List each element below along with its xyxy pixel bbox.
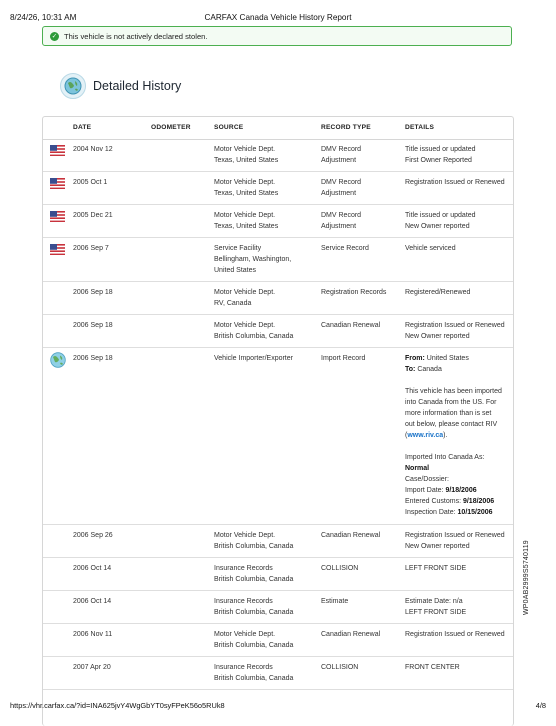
detailed-history-table bbox=[42, 116, 514, 726]
import-note-line: out below, please contact RIV bbox=[405, 421, 498, 428]
details-line: Title issued or updated bbox=[405, 212, 476, 219]
row-details bbox=[405, 210, 511, 232]
source-line: RV, Canada bbox=[214, 300, 252, 307]
row-record-type bbox=[321, 596, 399, 607]
print-datetime: 8/24/26, 10:31 AM bbox=[10, 13, 77, 22]
source-line: British Columbia, Canada bbox=[214, 642, 294, 649]
riv-link[interactable]: www.riv.ca bbox=[407, 432, 444, 439]
table-row bbox=[43, 139, 513, 172]
us-flag-icon bbox=[50, 178, 65, 189]
print-title: CARFAX Canada Vehicle History Report bbox=[204, 13, 352, 22]
record-type-line: DMV Record bbox=[321, 146, 362, 153]
details-line: FRONT CENTER bbox=[405, 664, 460, 671]
table-row bbox=[43, 205, 513, 238]
record-type-line: Canadian Renewal bbox=[321, 532, 381, 539]
table-row bbox=[43, 657, 513, 690]
imported-as-label: Imported Into Canada As: bbox=[405, 454, 485, 461]
table-row bbox=[43, 591, 513, 624]
from-value: United States bbox=[424, 355, 469, 362]
record-type-line: DMV Record bbox=[321, 212, 362, 219]
imported-as-value: Normal bbox=[405, 465, 430, 472]
inspection-date-value: 10/15/2006 bbox=[457, 509, 493, 516]
row-source bbox=[214, 662, 314, 684]
row-details bbox=[405, 320, 511, 342]
record-type-line: Canadian Renewal bbox=[321, 322, 381, 329]
row-details bbox=[405, 530, 511, 552]
row-date: 2007 Apr 20 bbox=[73, 664, 111, 671]
row-details bbox=[405, 177, 511, 188]
print-header bbox=[10, 13, 546, 25]
row-date: 2005 Dec 21 bbox=[73, 212, 113, 219]
details-line: Registered/Renewed bbox=[405, 289, 471, 296]
details-line: Vehicle serviced bbox=[405, 245, 456, 252]
link-open: ( bbox=[405, 432, 408, 439]
row-details bbox=[405, 287, 511, 298]
row-record-type bbox=[321, 210, 399, 232]
record-type-line: Canadian Renewal bbox=[321, 631, 381, 638]
footer-url: https://vhr.carfax.ca/?id=INA625jvY4WgGbYT0syFPeK56o5RUk8 bbox=[10, 701, 225, 710]
source-line: Texas, United States bbox=[214, 157, 279, 164]
row-source bbox=[214, 287, 314, 309]
row-date: 2006 Sep 18 bbox=[73, 322, 113, 329]
row-record-type bbox=[321, 287, 399, 298]
row-details bbox=[405, 144, 511, 166]
record-type-line: COLLISION bbox=[321, 565, 359, 572]
header-details: DETAILS bbox=[405, 124, 435, 131]
source-line: Motor Vehicle Dept. bbox=[214, 289, 276, 296]
record-type-line: Estimate bbox=[321, 598, 349, 605]
row-record-type bbox=[321, 144, 399, 166]
stolen-status-text: This vehicle is not actively declared stolen. bbox=[64, 31, 208, 41]
globe-icon bbox=[50, 352, 66, 368]
record-type-line: DMV Record bbox=[321, 179, 362, 186]
details-line: Registration Issued or Renewed bbox=[405, 532, 505, 539]
source-line: British Columbia, Canada bbox=[214, 576, 294, 583]
row-date: 2006 Oct 14 bbox=[73, 565, 112, 572]
record-type-line: Adjustment bbox=[321, 223, 357, 230]
source-line: Service Facility bbox=[214, 245, 262, 252]
details-line: Title issued or updated bbox=[405, 146, 476, 153]
row-details bbox=[405, 353, 511, 518]
source-line: Texas, United States bbox=[214, 223, 279, 230]
source-line: Motor Vehicle Dept. bbox=[214, 532, 276, 539]
source-line: Motor Vehicle Dept. bbox=[214, 146, 276, 153]
row-date: 2006 Nov 11 bbox=[73, 631, 113, 638]
print-footer bbox=[10, 701, 546, 711]
row-record-type bbox=[321, 629, 399, 640]
table-row bbox=[43, 624, 513, 657]
row-record-type bbox=[321, 662, 399, 673]
row-details bbox=[405, 629, 511, 640]
row-date: 2006 Oct 14 bbox=[73, 598, 112, 605]
row-details bbox=[405, 662, 511, 673]
row-date: 2006 Sep 26 bbox=[73, 532, 113, 539]
record-type-line: COLLISION bbox=[321, 664, 359, 671]
table-row bbox=[43, 238, 513, 282]
table-row bbox=[43, 315, 513, 348]
source-line: Insurance Records bbox=[214, 598, 273, 605]
us-flag-icon bbox=[50, 211, 65, 222]
details-line: Registration Issued or Renewed bbox=[405, 179, 505, 186]
row-source bbox=[214, 177, 314, 199]
table-row bbox=[43, 172, 513, 205]
source-line: British Columbia, Canada bbox=[214, 609, 294, 616]
row-date: 2006 Sep 18 bbox=[73, 355, 113, 362]
source-line: United States bbox=[214, 267, 257, 274]
stolen-status-banner bbox=[42, 26, 512, 46]
from-label: From: bbox=[405, 355, 425, 362]
details-line: Registration Issued or Renewed bbox=[405, 631, 505, 638]
row-date: 2004 Nov 12 bbox=[73, 146, 113, 153]
row-source bbox=[214, 629, 314, 651]
row-record-type bbox=[321, 177, 399, 199]
source-line: Motor Vehicle Dept. bbox=[214, 322, 276, 329]
section-title: Detailed History bbox=[93, 79, 182, 93]
details-line: LEFT FRONT SIDE bbox=[405, 609, 467, 616]
import-date-value: 9/18/2006 bbox=[445, 487, 477, 494]
record-type-line: Adjustment bbox=[321, 190, 357, 197]
source-line: Motor Vehicle Dept. bbox=[214, 212, 276, 219]
source-line: Insurance Records bbox=[214, 565, 273, 572]
header-date: DATE bbox=[73, 124, 92, 131]
import-note-line: more information than is set bbox=[405, 410, 492, 417]
row-record-type bbox=[321, 563, 399, 574]
source-line: British Columbia, Canada bbox=[214, 543, 294, 550]
section-header bbox=[60, 72, 181, 100]
header-source: SOURCE bbox=[214, 124, 244, 131]
row-details bbox=[405, 596, 511, 618]
details-line: New Owner reported bbox=[405, 543, 470, 550]
row-source bbox=[214, 210, 314, 232]
header-odometer: ODOMETER bbox=[151, 124, 191, 131]
side-vin: WP0AB2999S5740119 bbox=[523, 540, 530, 615]
row-record-type bbox=[321, 320, 399, 331]
case-label: Case/Dossier: bbox=[405, 476, 449, 483]
source-line: Motor Vehicle Dept. bbox=[214, 631, 276, 638]
row-source bbox=[214, 563, 314, 585]
details-line: First Owner Reported bbox=[405, 157, 472, 164]
row-source bbox=[214, 596, 314, 618]
details-line: New Owner reported bbox=[405, 333, 470, 340]
table-row bbox=[43, 558, 513, 591]
row-details bbox=[405, 563, 511, 574]
row-date: 2006 Sep 7 bbox=[73, 245, 109, 252]
table-row bbox=[43, 525, 513, 558]
row-source bbox=[214, 320, 314, 342]
to-value: Canada bbox=[415, 366, 442, 373]
header-record-type: RECORD TYPE bbox=[321, 124, 371, 131]
record-type-line: Import Record bbox=[321, 355, 366, 362]
record-type-line: Service Record bbox=[321, 245, 369, 252]
import-date-label: Import Date: bbox=[405, 487, 446, 494]
record-type-line: Registration Records bbox=[321, 289, 387, 296]
row-record-type bbox=[321, 243, 399, 254]
source-line: Vehicle Importer/Exporter bbox=[214, 355, 293, 362]
check-circle-icon: ✓ bbox=[51, 32, 58, 40]
footer-page-number: 4/8 bbox=[535, 701, 546, 710]
row-date: 2005 Oct 1 bbox=[73, 179, 108, 186]
source-line: Insurance Records bbox=[214, 664, 273, 671]
us-flag-icon bbox=[50, 145, 65, 156]
details-line: Estimate Date: n/a bbox=[405, 598, 463, 605]
customs-date-value: 9/18/2006 bbox=[462, 498, 495, 505]
table-row bbox=[43, 282, 513, 315]
source-line: Texas, United States bbox=[214, 190, 279, 197]
to-label: To: bbox=[405, 366, 416, 373]
row-details bbox=[405, 243, 511, 254]
table-row bbox=[43, 348, 513, 525]
details-line: LEFT FRONT SIDE bbox=[405, 565, 467, 572]
table-header bbox=[43, 117, 513, 140]
source-line: British Columbia, Canada bbox=[214, 675, 294, 682]
row-source bbox=[214, 353, 314, 364]
link-close: ). bbox=[443, 432, 448, 439]
record-type-line: Adjustment bbox=[321, 157, 357, 164]
source-line: Bellingham, Washington, bbox=[214, 256, 292, 263]
row-source bbox=[214, 144, 314, 166]
details-line: New Owner reported bbox=[405, 223, 470, 230]
row-record-type bbox=[321, 353, 399, 364]
us-flag-icon bbox=[50, 244, 65, 255]
import-note-line: into Canada from the US. For bbox=[405, 399, 497, 406]
import-note-line: This vehicle has been imported bbox=[405, 388, 502, 395]
inspection-date-label: Inspection Date: bbox=[405, 509, 458, 516]
row-source bbox=[214, 530, 314, 552]
customs-date-label: Entered Customs: bbox=[405, 498, 463, 505]
source-line: British Columbia, Canada bbox=[214, 333, 294, 340]
row-source bbox=[214, 243, 314, 276]
source-line: Motor Vehicle Dept. bbox=[214, 179, 276, 186]
row-record-type bbox=[321, 530, 399, 541]
details-line: Registration Issued or Renewed bbox=[405, 322, 505, 329]
history-globe-icon bbox=[60, 73, 86, 99]
row-date: 2006 Sep 18 bbox=[73, 289, 113, 296]
